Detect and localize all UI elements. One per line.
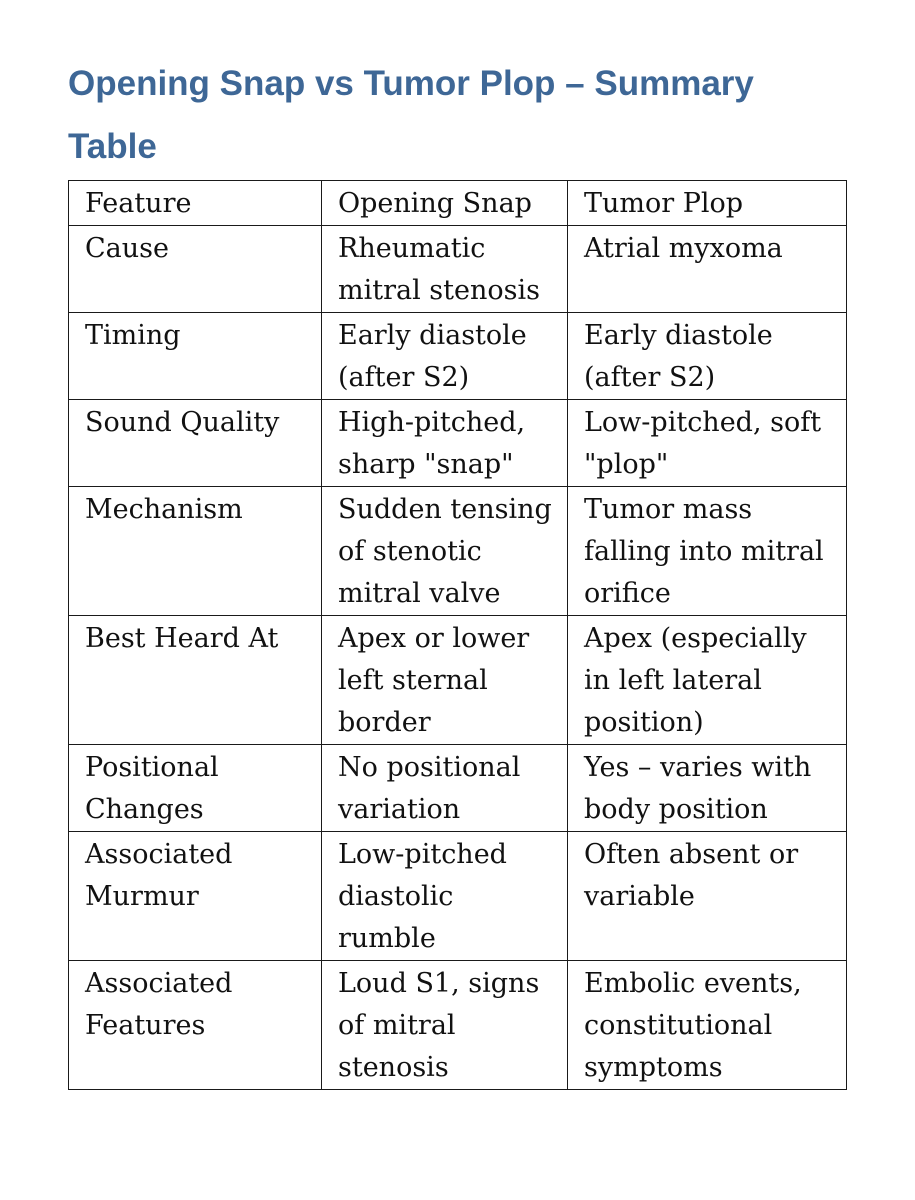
tumor-plop-cell: Apex (especially in left lateral position) (568, 616, 847, 745)
table-row (69, 832, 847, 961)
opening-snap-cell: High-pitched, sharp "snap" (322, 400, 568, 487)
table-row (69, 400, 847, 487)
feature-cell: Associated Murmur (69, 832, 322, 961)
opening-snap-cell: Loud S1, signs of mitral stenosis (322, 961, 568, 1090)
feature-cell: Best Heard At (69, 616, 322, 745)
opening-snap-cell: Early diastole (after S2) (322, 313, 568, 400)
tumor-plop-cell: Early diastole (after S2) (568, 313, 847, 400)
opening-snap-cell: Low-pitched diastolic rumble (322, 832, 568, 961)
table-row (69, 487, 847, 616)
table-row (69, 226, 847, 313)
tumor-plop-cell: Embolic events, constitutional symptoms (568, 961, 847, 1090)
feature-cell: Positional Changes (69, 745, 322, 832)
opening-snap-cell: Apex or lower left sternal border (322, 616, 568, 745)
tumor-plop-cell: Often absent or variable (568, 832, 847, 961)
feature-cell: Timing (69, 313, 322, 400)
page-title: Opening Snap vs Tumor Plop – Summary Table (68, 64, 754, 166)
opening-snap-cell: Sudden tensing of stenotic mitral valve (322, 487, 568, 616)
tumor-plop-cell: Tumor mass falling into mitral orifice (568, 487, 847, 616)
opening-snap-cell: Rheumatic mitral stenosis (322, 226, 568, 313)
header-cell-opening-snap: Opening Snap (322, 181, 568, 226)
table-header-row (69, 181, 847, 226)
tumor-plop-cell: Low-pitched, soft "plop" (568, 400, 847, 487)
tumor-plop-cell: Atrial myxoma (568, 226, 847, 313)
feature-cell: Associated Features (69, 961, 322, 1090)
header-cell-feature: Feature (69, 181, 322, 226)
table-row (69, 616, 847, 745)
tumor-plop-cell: Yes – varies with body position (568, 745, 847, 832)
table-row (69, 313, 847, 400)
table-row (69, 745, 847, 832)
feature-cell: Mechanism (69, 487, 322, 616)
feature-cell: Sound Quality (69, 400, 322, 487)
summary-table (68, 180, 847, 1090)
opening-snap-cell: No positional variation (322, 745, 568, 832)
header-cell-tumor-plop: Tumor Plop (568, 181, 847, 226)
feature-cell: Cause (69, 226, 322, 313)
table-row (69, 961, 847, 1090)
